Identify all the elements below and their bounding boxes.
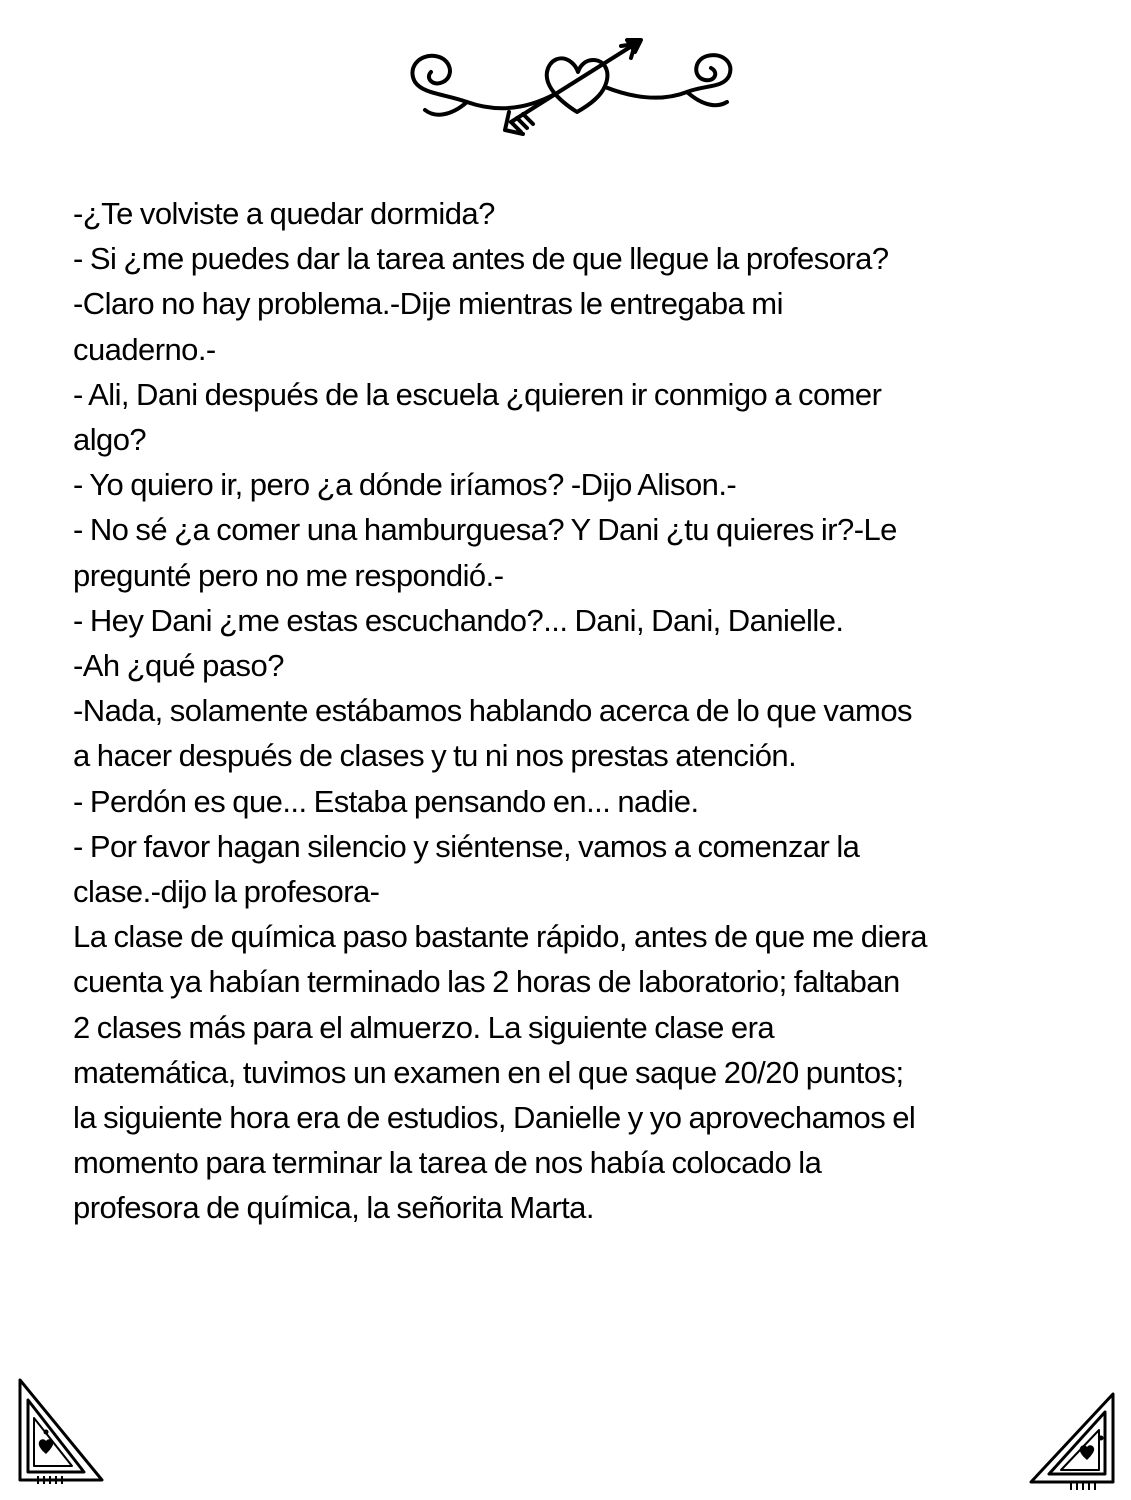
story-line: matemática, tuvimos un examen en el que saque 20/20 puntos; [73, 1054, 904, 1090]
story-line: - Yo quiero ir, pero ¿a dónde iríamos? -Dijo Alison.- [73, 467, 737, 503]
story-text [73, 191, 1083, 1231]
story-line: - Por favor hagan silencio y siéntense, vamos a comenzar la [73, 828, 860, 864]
story-line: pregunté pero no me respondió.- [73, 557, 504, 593]
story-line: a hacer después de clases y tu ni nos prestas atención. [73, 738, 797, 774]
story-line: 2 clases más para el almuerzo. La siguiente clase era [73, 1009, 775, 1045]
story-line: -Nada, solamente estábamos hablando acerca de lo que vamos [73, 693, 912, 729]
story-line: algo? [73, 422, 147, 458]
corner-triangle-heart-icon [1027, 1390, 1117, 1500]
story-line: cuenta ya habían terminado las 2 horas de laboratorio; faltaban [73, 964, 900, 1000]
story-line: profesora de química, la señorita Marta. [73, 1190, 594, 1226]
corner-triangle-heart-icon [16, 1376, 106, 1486]
story-line: - Perdón es que... Estaba pensando en... nadie. [73, 783, 699, 819]
story-line: la siguiente hora era de estudios, Danielle y yo aprovechamos el [73, 1100, 916, 1136]
story-line: -¿Te volviste a quedar dormida? [73, 196, 495, 231]
story-line: - Hey Dani ¿me estas escuchando?... Dani, Dani, Danielle. [73, 602, 844, 638]
story-line: -Ah ¿qué paso? [73, 648, 284, 684]
story-line: - Ali, Dani después de la escuela ¿quieren ir conmigo a comer [73, 376, 882, 412]
story-line: momento para terminar la tarea de nos había colocado la [73, 1145, 822, 1181]
story-line: -Claro no hay problema.-Dije mientras le entregaba mi [73, 286, 783, 322]
story-line: clase.-dijo la profesora- [73, 874, 380, 910]
story-line: La clase de química paso bastante rápido, antes de que me diera [73, 919, 927, 955]
story-line: - Si ¿me puedes dar la tarea antes de que llegue la profesora? [73, 241, 889, 277]
story-line: - No sé ¿a comer una hamburguesa? Y Dani ¿tu quieres ir?-Le [73, 512, 897, 548]
story-line: cuaderno.- [73, 331, 216, 367]
heart-arrow-ornament-icon [405, 32, 735, 137]
